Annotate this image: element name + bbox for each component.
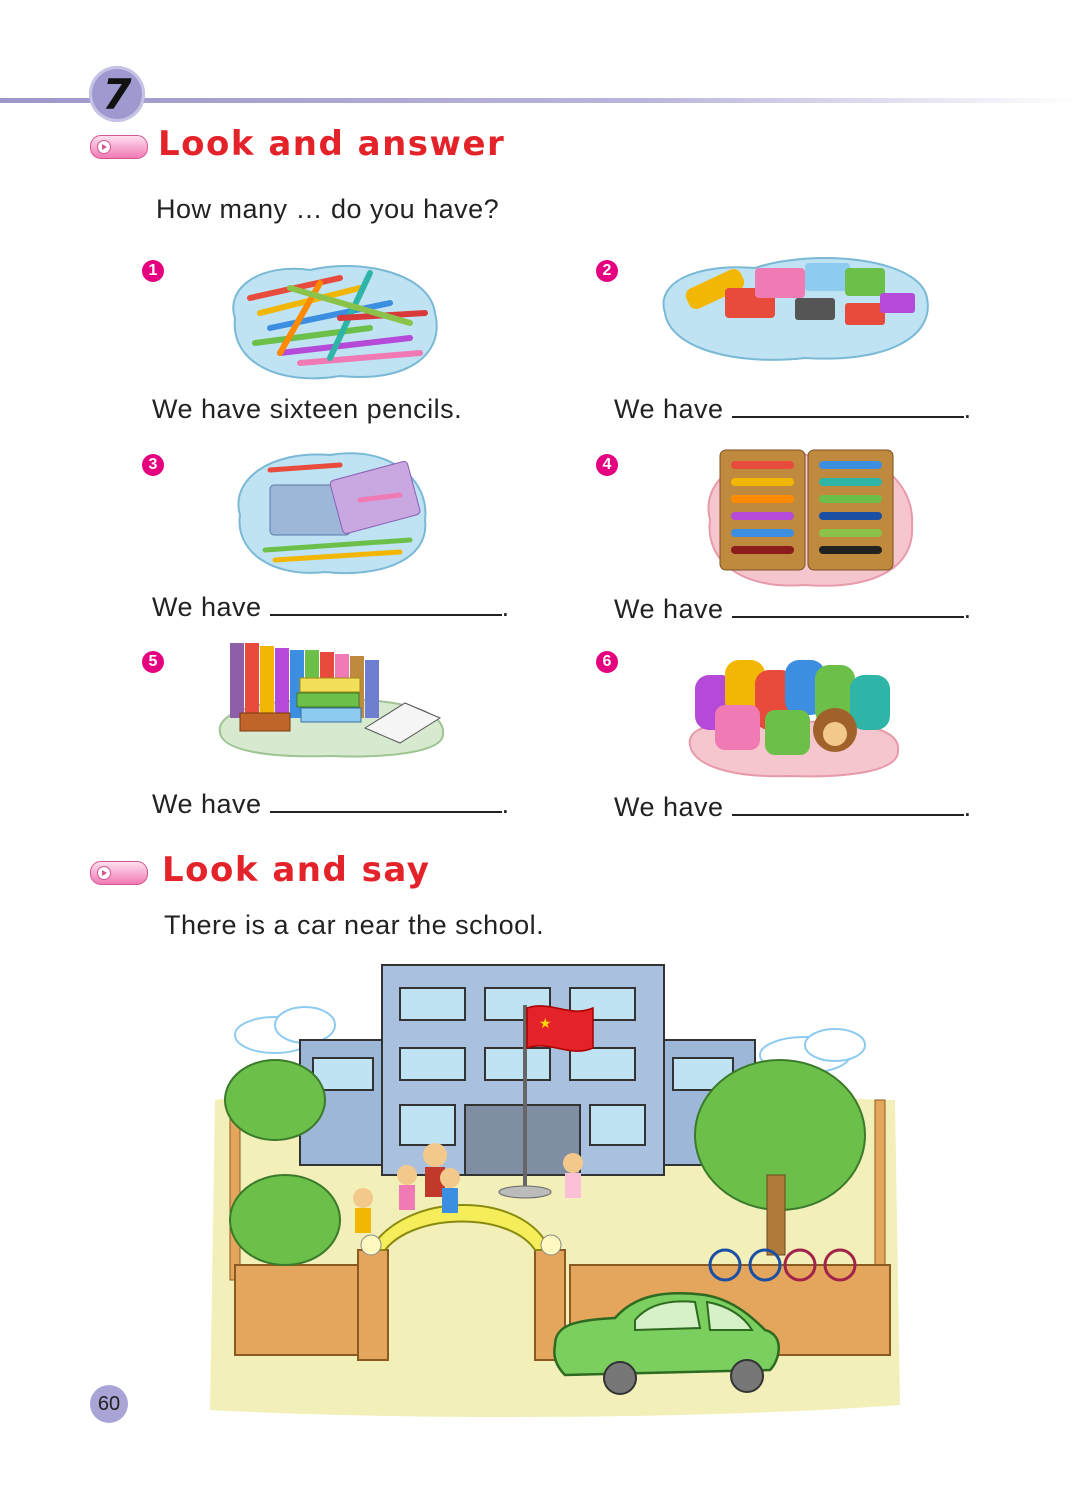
erasers-picture [655,248,933,366]
answer-prefix: We have [614,792,724,822]
answer-1: We have sixteen pencils. [152,394,463,424]
section-title-look-and-say: Look and say [162,850,431,890]
answer-2 [614,394,972,425]
item-number-5: 5 [142,651,164,673]
item-number-6: 6 [596,651,618,673]
answer-4 [614,594,972,625]
answer-6 [614,792,972,823]
answer-blank [732,596,964,618]
answer-prefix: We have [614,394,724,424]
section-title-look-and-answer: Look and answer [158,124,506,164]
section-icon [90,135,148,159]
school-scene-picture [195,950,907,1425]
answer-prefix: We have [614,594,724,624]
section-sentence: There is a car near the school. [164,910,545,940]
schoolbags-picture [685,650,903,782]
answer-prefix: We have [152,592,262,622]
unit-badge: 7 [89,66,145,122]
pencil-cases-picture [230,440,432,580]
answer-suffix: . [963,394,972,424]
answer-suffix: . [963,792,972,822]
answer-5 [152,789,510,820]
answer-prefix: We have [152,789,262,819]
books-picture [215,638,447,760]
answer-blank [270,791,502,813]
item-number-2: 2 [596,260,618,282]
answer-blank [732,794,964,816]
answer-suffix: . [501,789,510,819]
item-number-1: 1 [142,260,164,282]
page-number: 60 [90,1385,128,1423]
answer-blank [270,594,502,616]
header-rule [0,98,1080,103]
answer-suffix: . [963,594,972,624]
crayons-picture [700,440,918,592]
section-icon [90,861,148,885]
item-number-4: 4 [596,454,618,476]
answer-suffix: . [501,592,510,622]
svg-text:★: ★ [539,1016,552,1032]
answer-3 [152,592,510,623]
pencils-picture [220,258,442,386]
item-number-3: 3 [142,454,164,476]
answer-blank [732,396,964,418]
section-prompt: How many … do you have? [156,194,500,224]
